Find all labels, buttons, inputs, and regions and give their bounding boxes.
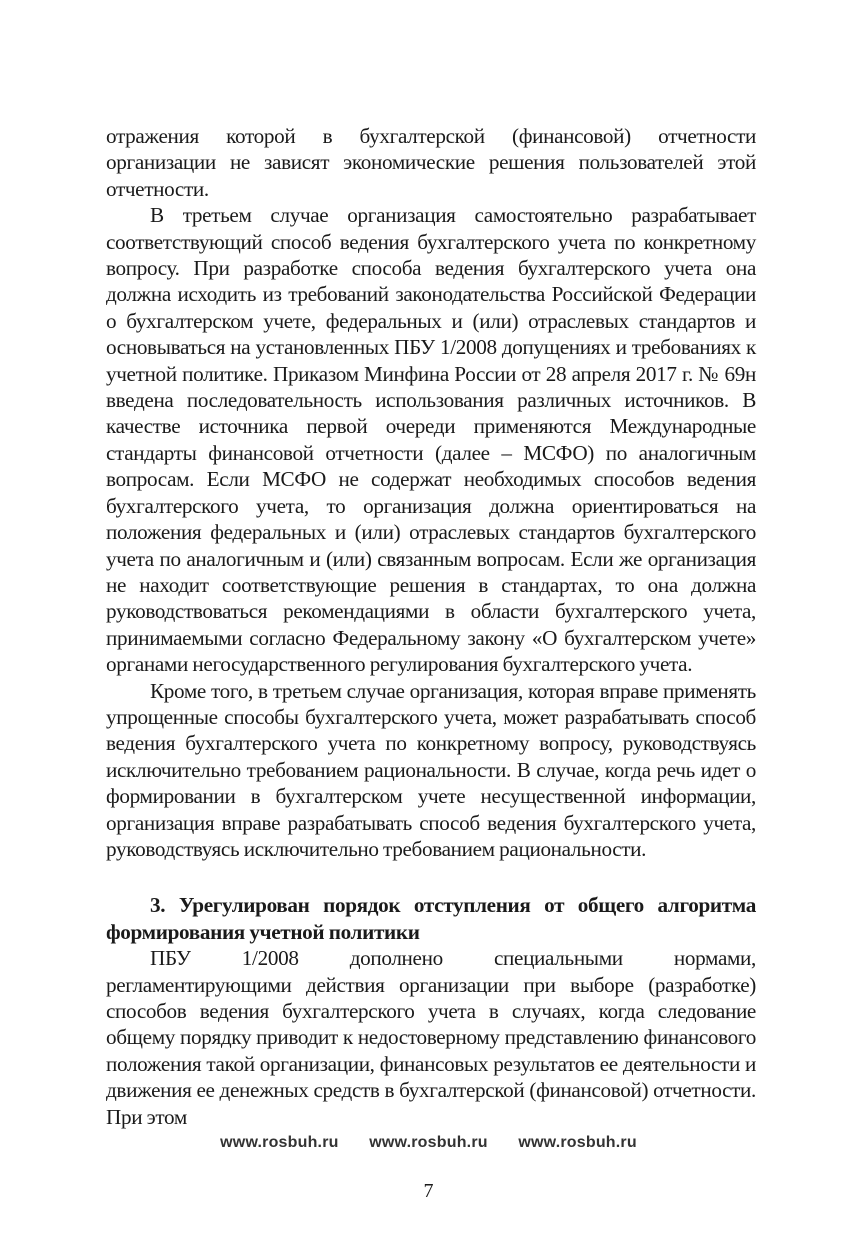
- footer-link[interactable]: www.rosbuh.ru: [518, 1134, 637, 1151]
- page-number: 7: [423, 1180, 434, 1202]
- footer-links: [0, 1134, 857, 1152]
- paragraph-continuation: отражения которой в бухгалтерской (финансовой) отчетности организации не зависят экономические решения пользователей этой отчетности.: [106, 124, 756, 201]
- paragraph-section-3: ПБУ 1/2008 дополнено специальными нормами, регламентирующими действия организации при выборе (разработке) способов ведения бухгалтерского учета в случаях, когда следование общему порядку приводит к недостоверному представлению финансового положения такой организации, финансовых результатов ее деятельности и движения ее денежных средств в бухгалтерской (финансовой) отчетности. При этом: [106, 946, 756, 1129]
- paragraph-third-case: В третьем случае организация самостоятельно разрабатывает соответствующий способ ведения бухгалтерского учета по конкретному вопросу. При разработке способа ведения бухгалтерского учета она должна исходить из требований законодательства Российской Федерации о бухгалтерском учете, федеральных и (или) отраслевых стандартов и основываться на установленных ПБУ 1/2008 допущениях и требованиях к учетной политике. Приказом Минфина России от 28 апреля 2017 г. № 69н введена последовательность использования различных источников. В качестве источника первой очереди применяются Международные стандарты финансовой отчетности (далее – МСФО) по аналогичным вопросам. Если МСФО не содержат необходимых способов ведения бухгалтерского учета, то организация должна ориентироваться на положения федеральных и (или) отраслевых стандартов бухгалтерского учета по аналогичным и (или) связанным вопросам. Если же организация не находит соответствующие решения в стандартах, то она должна руководствоваться рекомендациями в области бухгалтерского учета, принимаемыми согласно Федеральному закону «О бухгалтерском учете» органами негосударственного регулирования бухгалтерского учета.: [106, 203, 756, 677]
- section-heading: 3. Урегулирован порядок отступления от общего алгоритма формирования учетной политики: [106, 893, 756, 944]
- page-body: [106, 123, 756, 1130]
- paragraph-simplified-methods: Кроме того, в третьем случае организация, которая вправе применять упрощенные способы бухгалтерского учета, может разрабатывать способ ведения бухгалтерского учета по конкретному вопросу, руководствуясь исключительно требованием рациональности. В случае, когда речь идет о формировании в бухгалтерском учете несущественной информации, организация вправе разрабатывать способ ведения бухгалтерского учета, руководствуясь исключительно требованием рациональности.: [106, 678, 756, 861]
- footer-link[interactable]: www.rosbuh.ru: [220, 1134, 339, 1151]
- footer-link[interactable]: www.rosbuh.ru: [369, 1134, 488, 1151]
